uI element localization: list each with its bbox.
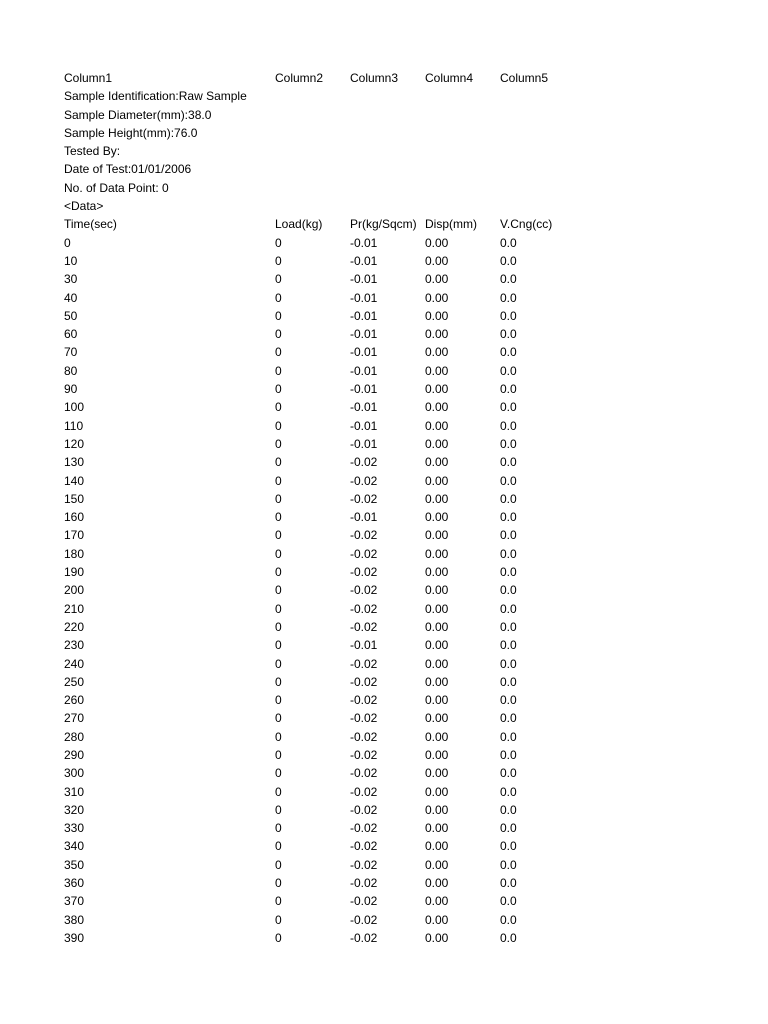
table-cell: 0.0 <box>500 327 517 342</box>
table-cell: -0.01 <box>350 510 378 525</box>
table-cell: 0 <box>275 327 282 342</box>
table-cell: 0.0 <box>500 930 517 945</box>
table-cell: 0.0 <box>500 382 517 397</box>
table-cell: 0.00 <box>425 253 449 268</box>
table-cell: 0 <box>275 876 282 891</box>
table-cell: 0.0 <box>500 674 517 689</box>
table-cell: 0.00 <box>425 418 449 433</box>
data-header-cell: V.Cng(cc) <box>500 217 553 232</box>
table-cell: 0 <box>275 546 282 561</box>
table-cell: -0.02 <box>350 857 378 872</box>
table-cell: 380 <box>64 912 85 927</box>
table-cell: 0 <box>275 674 282 689</box>
table-cell: 0.0 <box>500 638 517 653</box>
table-cell: 0.00 <box>425 473 449 488</box>
table-cell: 90 <box>64 382 78 397</box>
table-cell: 0.00 <box>425 711 449 726</box>
table-cell: 0.0 <box>500 619 517 634</box>
table-cell: 0.00 <box>425 455 449 470</box>
data-header-cell: Disp(mm) <box>425 217 477 232</box>
meta-text: <Data> <box>64 199 104 214</box>
table-cell: -0.02 <box>350 784 378 799</box>
table-cell: 0.00 <box>425 674 449 689</box>
table-cell: -0.01 <box>350 327 378 342</box>
table-cell: 0.00 <box>425 436 449 451</box>
data-header-cell: Time(sec) <box>64 217 117 232</box>
table-cell: 210 <box>64 601 85 616</box>
table-cell: 0.00 <box>425 876 449 891</box>
table-cell: -0.01 <box>350 272 378 287</box>
table-cell: 0 <box>275 382 282 397</box>
table-cell: 0.0 <box>500 747 517 762</box>
table-cell: -0.02 <box>350 802 378 817</box>
table-cell: 280 <box>64 729 85 744</box>
table-cell: 0 <box>275 693 282 708</box>
table-cell: 0 <box>275 784 282 799</box>
table-cell: -0.02 <box>350 528 378 543</box>
table-cell: 320 <box>64 802 85 817</box>
table-cell: -0.01 <box>350 638 378 653</box>
table-cell: 0.0 <box>500 821 517 836</box>
table-cell: 340 <box>64 839 85 854</box>
table-cell: 0 <box>275 290 282 305</box>
table-cell: 0.00 <box>425 747 449 762</box>
table-cell: 0.0 <box>500 510 517 525</box>
table-cell: -0.02 <box>350 912 378 927</box>
table-cell: -0.02 <box>350 693 378 708</box>
table-cell: 0 <box>275 729 282 744</box>
table-cell: 0.0 <box>500 766 517 781</box>
table-cell: 160 <box>64 510 85 525</box>
table-cell: 0 <box>275 583 282 598</box>
table-cell: 0.00 <box>425 729 449 744</box>
table-cell: 0.0 <box>500 363 517 378</box>
column-header-cell: Column5 <box>500 71 549 85</box>
meta-text: Sample Height(mm):76.0 <box>64 125 198 140</box>
table-cell: -0.02 <box>350 876 378 891</box>
table-cell: -0.01 <box>350 382 378 397</box>
table-cell: 0.0 <box>500 473 517 488</box>
table-cell: -0.02 <box>350 930 378 945</box>
column-header-cell: Column2 <box>275 71 324 85</box>
meta-text: Tested By: <box>64 144 121 159</box>
table-cell: 0 <box>275 235 282 250</box>
table-cell: 0 <box>275 912 282 927</box>
table-cell: 0.0 <box>500 729 517 744</box>
table-cell: 0.00 <box>425 619 449 634</box>
table-cell: 370 <box>64 894 85 909</box>
table-cell: 0 <box>275 638 282 653</box>
table-cell: 0 <box>275 894 282 909</box>
table-cell: 140 <box>64 473 85 488</box>
table-cell: 0.0 <box>500 656 517 671</box>
table-cell: 0.0 <box>500 876 517 891</box>
column-header-cell: Column3 <box>350 71 399 85</box>
table-cell: 0.0 <box>500 802 517 817</box>
table-cell: -0.02 <box>350 711 378 726</box>
table-cell: 230 <box>64 638 85 653</box>
table-cell: 0.00 <box>425 400 449 415</box>
table-cell: 330 <box>64 821 85 836</box>
table-cell: 0.00 <box>425 272 449 287</box>
table-cell: 0.0 <box>500 912 517 927</box>
table-cell: 0.00 <box>425 382 449 397</box>
table-cell: 0.0 <box>500 308 517 323</box>
table-cell: 290 <box>64 747 85 762</box>
table-cell: 0.0 <box>500 253 517 268</box>
table-cell: 0 <box>275 528 282 543</box>
table-cell: 0.0 <box>500 546 517 561</box>
table-cell: 100 <box>64 400 85 415</box>
table-cell: 0.00 <box>425 565 449 580</box>
table-cell: 0.00 <box>425 693 449 708</box>
table-cell: -0.01 <box>350 290 378 305</box>
table-cell: 190 <box>64 565 85 580</box>
table-cell: 0 <box>275 821 282 836</box>
table-cell: 0.00 <box>425 546 449 561</box>
table-cell: 0 <box>275 930 282 945</box>
meta-text: Sample Diameter(mm):38.0 <box>64 107 212 122</box>
table-cell: 0.00 <box>425 235 449 250</box>
table-cell: -0.01 <box>350 345 378 360</box>
table-cell: -0.02 <box>350 491 378 506</box>
table-cell: 0.00 <box>425 327 449 342</box>
table-cell: 360 <box>64 876 85 891</box>
table-cell: 0 <box>275 656 282 671</box>
table-cell: -0.01 <box>350 363 378 378</box>
table-cell: 0.0 <box>500 693 517 708</box>
table-cell: -0.02 <box>350 729 378 744</box>
table-cell: 30 <box>64 272 78 287</box>
table-cell: 0 <box>275 253 282 268</box>
table-cell: 80 <box>64 363 78 378</box>
meta-text: Sample Identification:Raw Sample <box>64 89 247 104</box>
column-header-cell: Column4 <box>425 71 474 85</box>
table-cell: 0.00 <box>425 839 449 854</box>
table-cell: 390 <box>64 930 85 945</box>
table-cell: 0 <box>275 400 282 415</box>
table-cell: 0.0 <box>500 583 517 598</box>
table-cell: 0.00 <box>425 510 449 525</box>
column-header-cell: Column1 <box>64 71 113 85</box>
table-cell: 0.00 <box>425 857 449 872</box>
table-cell: 0 <box>275 436 282 451</box>
table-cell: 270 <box>64 711 85 726</box>
table-cell: 0.0 <box>500 528 517 543</box>
table-cell: 0.0 <box>500 418 517 433</box>
table-cell: 240 <box>64 656 85 671</box>
table-cell: 0.00 <box>425 363 449 378</box>
table-cell: 0 <box>275 802 282 817</box>
table-cell: -0.01 <box>350 253 378 268</box>
table-cell: 0.00 <box>425 784 449 799</box>
table-cell: 0 <box>275 491 282 506</box>
table-cell: 0 <box>275 418 282 433</box>
table-cell: -0.02 <box>350 766 378 781</box>
table-cell: -0.02 <box>350 656 378 671</box>
table-cell: 10 <box>64 253 78 268</box>
table-cell: 0.00 <box>425 583 449 598</box>
table-cell: 200 <box>64 583 85 598</box>
table-cell: 180 <box>64 546 85 561</box>
table-cell: 170 <box>64 528 85 543</box>
table-cell: 0.0 <box>500 345 517 360</box>
table-cell: 0.0 <box>500 839 517 854</box>
table-cell: 0 <box>275 747 282 762</box>
table-cell: -0.02 <box>350 565 378 580</box>
table-cell: 0 <box>64 235 71 250</box>
table-cell: -0.02 <box>350 455 378 470</box>
table-cell: 300 <box>64 766 85 781</box>
table-cell: 0.00 <box>425 308 449 323</box>
table-cell: 0 <box>275 510 282 525</box>
table-cell: 350 <box>64 857 85 872</box>
table-cell: -0.01 <box>350 436 378 451</box>
table-cell: 0.00 <box>425 290 449 305</box>
table-cell: 0 <box>275 766 282 781</box>
meta-text: No. of Data Point: 0 <box>64 180 169 195</box>
table-cell: -0.01 <box>350 418 378 433</box>
table-cell: 0.00 <box>425 930 449 945</box>
meta-text: Date of Test:01/01/2006 <box>64 162 192 177</box>
table-cell: 0.00 <box>425 638 449 653</box>
table-cell: 110 <box>64 418 84 433</box>
table-cell: 260 <box>64 693 85 708</box>
table-cell: -0.02 <box>350 747 378 762</box>
table-cell: 0.00 <box>425 345 449 360</box>
table-cell: 0.00 <box>425 491 449 506</box>
table-cell: -0.01 <box>350 400 378 415</box>
data-header-cell: Load(kg) <box>275 217 323 232</box>
table-cell: 60 <box>64 327 78 342</box>
table-cell: 0 <box>275 565 282 580</box>
table-cell: -0.02 <box>350 619 378 634</box>
table-cell: 0.0 <box>500 272 517 287</box>
table-cell: 0.0 <box>500 235 517 250</box>
table-cell: 0.0 <box>500 400 517 415</box>
table-cell: -0.01 <box>350 308 378 323</box>
table-cell: 0 <box>275 857 282 872</box>
table-cell: 310 <box>64 784 85 799</box>
table-cell: -0.02 <box>350 583 378 598</box>
table-cell: 50 <box>64 308 78 323</box>
table-cell: 150 <box>64 491 85 506</box>
table-cell: -0.02 <box>350 473 378 488</box>
table-cell: 0.00 <box>425 601 449 616</box>
table-cell: 0.00 <box>425 656 449 671</box>
table-cell: 0 <box>275 473 282 488</box>
table-cell: 0.0 <box>500 565 517 580</box>
table-cell: 0.00 <box>425 528 449 543</box>
table-cell: 250 <box>64 674 85 689</box>
table-cell: 0 <box>275 363 282 378</box>
table-cell: 0.00 <box>425 912 449 927</box>
table-cell: 0.00 <box>425 821 449 836</box>
table-cell: 0.0 <box>500 455 517 470</box>
table-cell: 0 <box>275 839 282 854</box>
table-cell: -0.01 <box>350 235 378 250</box>
table-cell: 0 <box>275 601 282 616</box>
table-cell: 0.0 <box>500 894 517 909</box>
table-cell: -0.02 <box>350 601 378 616</box>
table-cell: 0 <box>275 345 282 360</box>
table-cell: 40 <box>64 290 78 305</box>
table-cell: 0.0 <box>500 436 517 451</box>
table-cell: 0 <box>275 455 282 470</box>
table-cell: 0.00 <box>425 802 449 817</box>
table-cell: 120 <box>64 436 85 451</box>
data-header-cell: Pr(kg/Sqcm) <box>350 217 417 232</box>
table-cell: 220 <box>64 619 85 634</box>
table-cell: 0 <box>275 272 282 287</box>
table-cell: -0.02 <box>350 546 378 561</box>
table-cell: 0.0 <box>500 290 517 305</box>
table-cell: 0 <box>275 711 282 726</box>
table-cell: -0.02 <box>350 839 378 854</box>
table-cell: 0.0 <box>500 711 517 726</box>
table-cell: 0.0 <box>500 857 517 872</box>
table-cell: 0 <box>275 619 282 634</box>
table-cell: 0 <box>275 308 282 323</box>
table-cell: 0.0 <box>500 784 517 799</box>
table-cell: -0.02 <box>350 821 378 836</box>
table-cell: 0.00 <box>425 766 449 781</box>
table-cell: 0.0 <box>500 491 517 506</box>
table-cell: 0.0 <box>500 601 517 616</box>
table-cell: -0.02 <box>350 894 378 909</box>
table-cell: 70 <box>64 345 78 360</box>
table-cell: -0.02 <box>350 674 378 689</box>
table-cell: 130 <box>64 455 85 470</box>
table-cell: 0.00 <box>425 894 449 909</box>
